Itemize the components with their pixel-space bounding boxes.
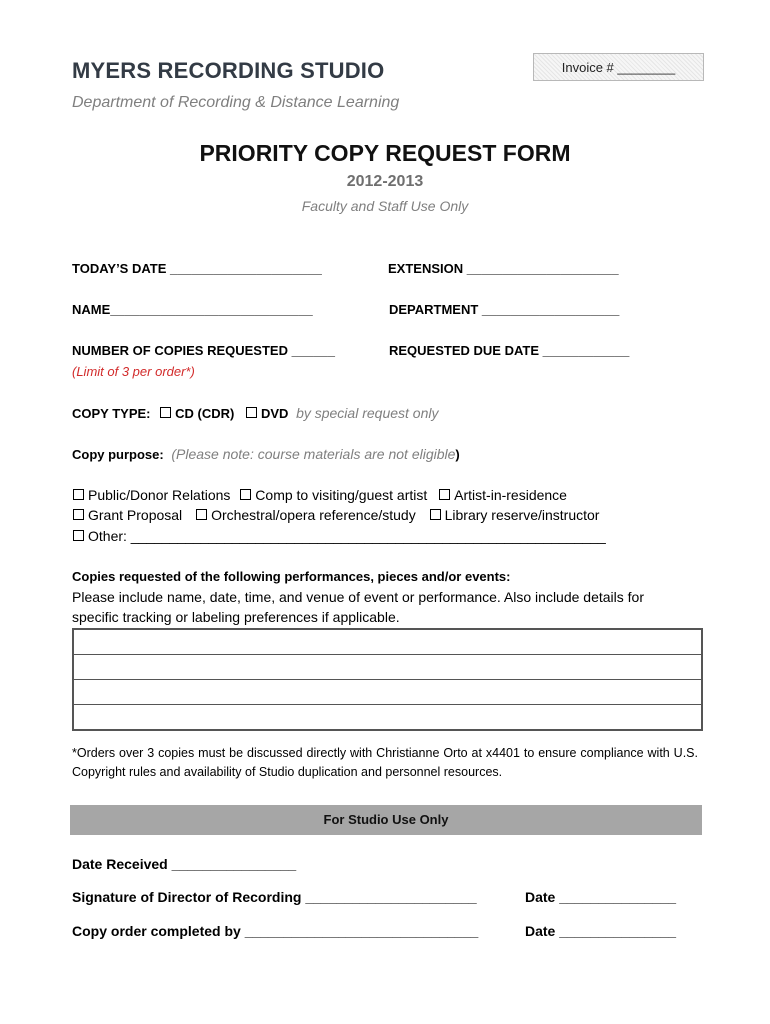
copy-purpose-note-close: ) — [455, 447, 460, 462]
form-year: 2012-2013 — [346, 173, 424, 190]
performances-instructions-line-2: specific tracking or labeling preferences if applicable. — [72, 609, 400, 625]
invoice-box[interactable]: Invoice # ________ — [533, 53, 704, 81]
studio-name: MYERS RECORDING STUDIO — [72, 58, 385, 83]
performances-instructions-line-1: Please include name, date, time, and venue of event or performance. Also include details for — [72, 589, 645, 605]
performance-entry-row[interactable] — [74, 630, 701, 655]
purpose-option: Public/Donor Relations — [88, 487, 231, 503]
completed-by-field[interactable]: Copy order completed by ______________________________ — [72, 923, 479, 939]
performances-heading: Copies requested of the following performances, pieces and/or events: — [72, 569, 511, 584]
copy-purpose-label: Copy purpose: — [72, 447, 164, 462]
department-subtitle: Department of Recording & Distance Learning — [72, 94, 400, 111]
grant-proposal-checkbox[interactable] — [73, 509, 84, 520]
signature-date-field[interactable]: Date _______________ — [525, 889, 677, 905]
purpose-option: Artist-in-residence — [454, 487, 567, 503]
dvd-note: by special request only — [296, 405, 439, 421]
date-received-field[interactable]: Date Received ________________ — [72, 856, 297, 872]
due-date-field[interactable]: REQUESTED DUE DATE ____________ — [389, 343, 630, 358]
artist-in-residence-checkbox[interactable] — [439, 489, 450, 500]
performances-table — [72, 628, 703, 731]
completed-date-field[interactable]: Date _______________ — [525, 923, 677, 939]
performance-entry-row[interactable] — [74, 680, 701, 705]
copies-limit-note: (Limit of 3 per order*) — [72, 364, 195, 379]
other-checkbox[interactable] — [73, 530, 84, 541]
other-field[interactable]: Other: _____________________________________________________________ — [88, 528, 606, 544]
purpose-options-row-2 — [72, 507, 599, 523]
cd-checkbox[interactable] — [160, 407, 171, 418]
copy-type-label: COPY TYPE: — [72, 406, 151, 421]
name-field[interactable]: NAME____________________________ — [72, 302, 313, 317]
comp-guest-artist-checkbox[interactable] — [240, 489, 251, 500]
form-audience: Faculty and Staff Use Only — [301, 198, 469, 214]
purpose-options-row-1 — [72, 487, 567, 503]
purpose-option: Orchestral/opera reference/study — [211, 507, 416, 523]
orchestral-reference-checkbox[interactable] — [196, 509, 207, 520]
extension-field[interactable]: EXTENSION _____________________ — [388, 261, 619, 276]
purpose-option: Comp to visiting/guest artist — [255, 487, 428, 503]
copy-purpose-row — [72, 446, 460, 462]
form-title: PRIORITY COPY REQUEST FORM — [199, 140, 571, 166]
footnote: *Orders over 3 copies must be discussed directly with Christianne Orto at x4401 to ensure compliance with U.S. Copyright rules and availability of Studio duplication and personnel resources. — [72, 746, 698, 779]
library-reserve-checkbox[interactable] — [430, 509, 441, 520]
department-field[interactable]: DEPARTMENT ___________________ — [389, 302, 620, 317]
purpose-option: Library reserve/instructor — [444, 507, 600, 523]
copy-purpose-note: (Please note: course materials are not eligible — [171, 446, 456, 462]
purpose-option: Grant Proposal — [88, 507, 183, 523]
purpose-other-row — [72, 528, 606, 544]
cd-option-label: CD (CDR) — [175, 406, 235, 421]
todays-date-field[interactable]: TODAY’S DATE _____________________ — [72, 261, 322, 276]
director-signature-field[interactable]: Signature of Director of Recording ______________________ — [72, 889, 477, 905]
public-relations-checkbox[interactable] — [73, 489, 84, 500]
performance-entry-row[interactable] — [74, 705, 701, 729]
dvd-checkbox[interactable] — [246, 407, 257, 418]
performance-entry-row[interactable] — [74, 655, 701, 680]
dvd-option-label: DVD — [260, 406, 289, 421]
copy-type-row — [72, 405, 438, 421]
num-copies-field[interactable]: NUMBER OF COPIES REQUESTED ______ — [72, 343, 335, 358]
studio-use-banner: For Studio Use Only — [70, 805, 702, 835]
